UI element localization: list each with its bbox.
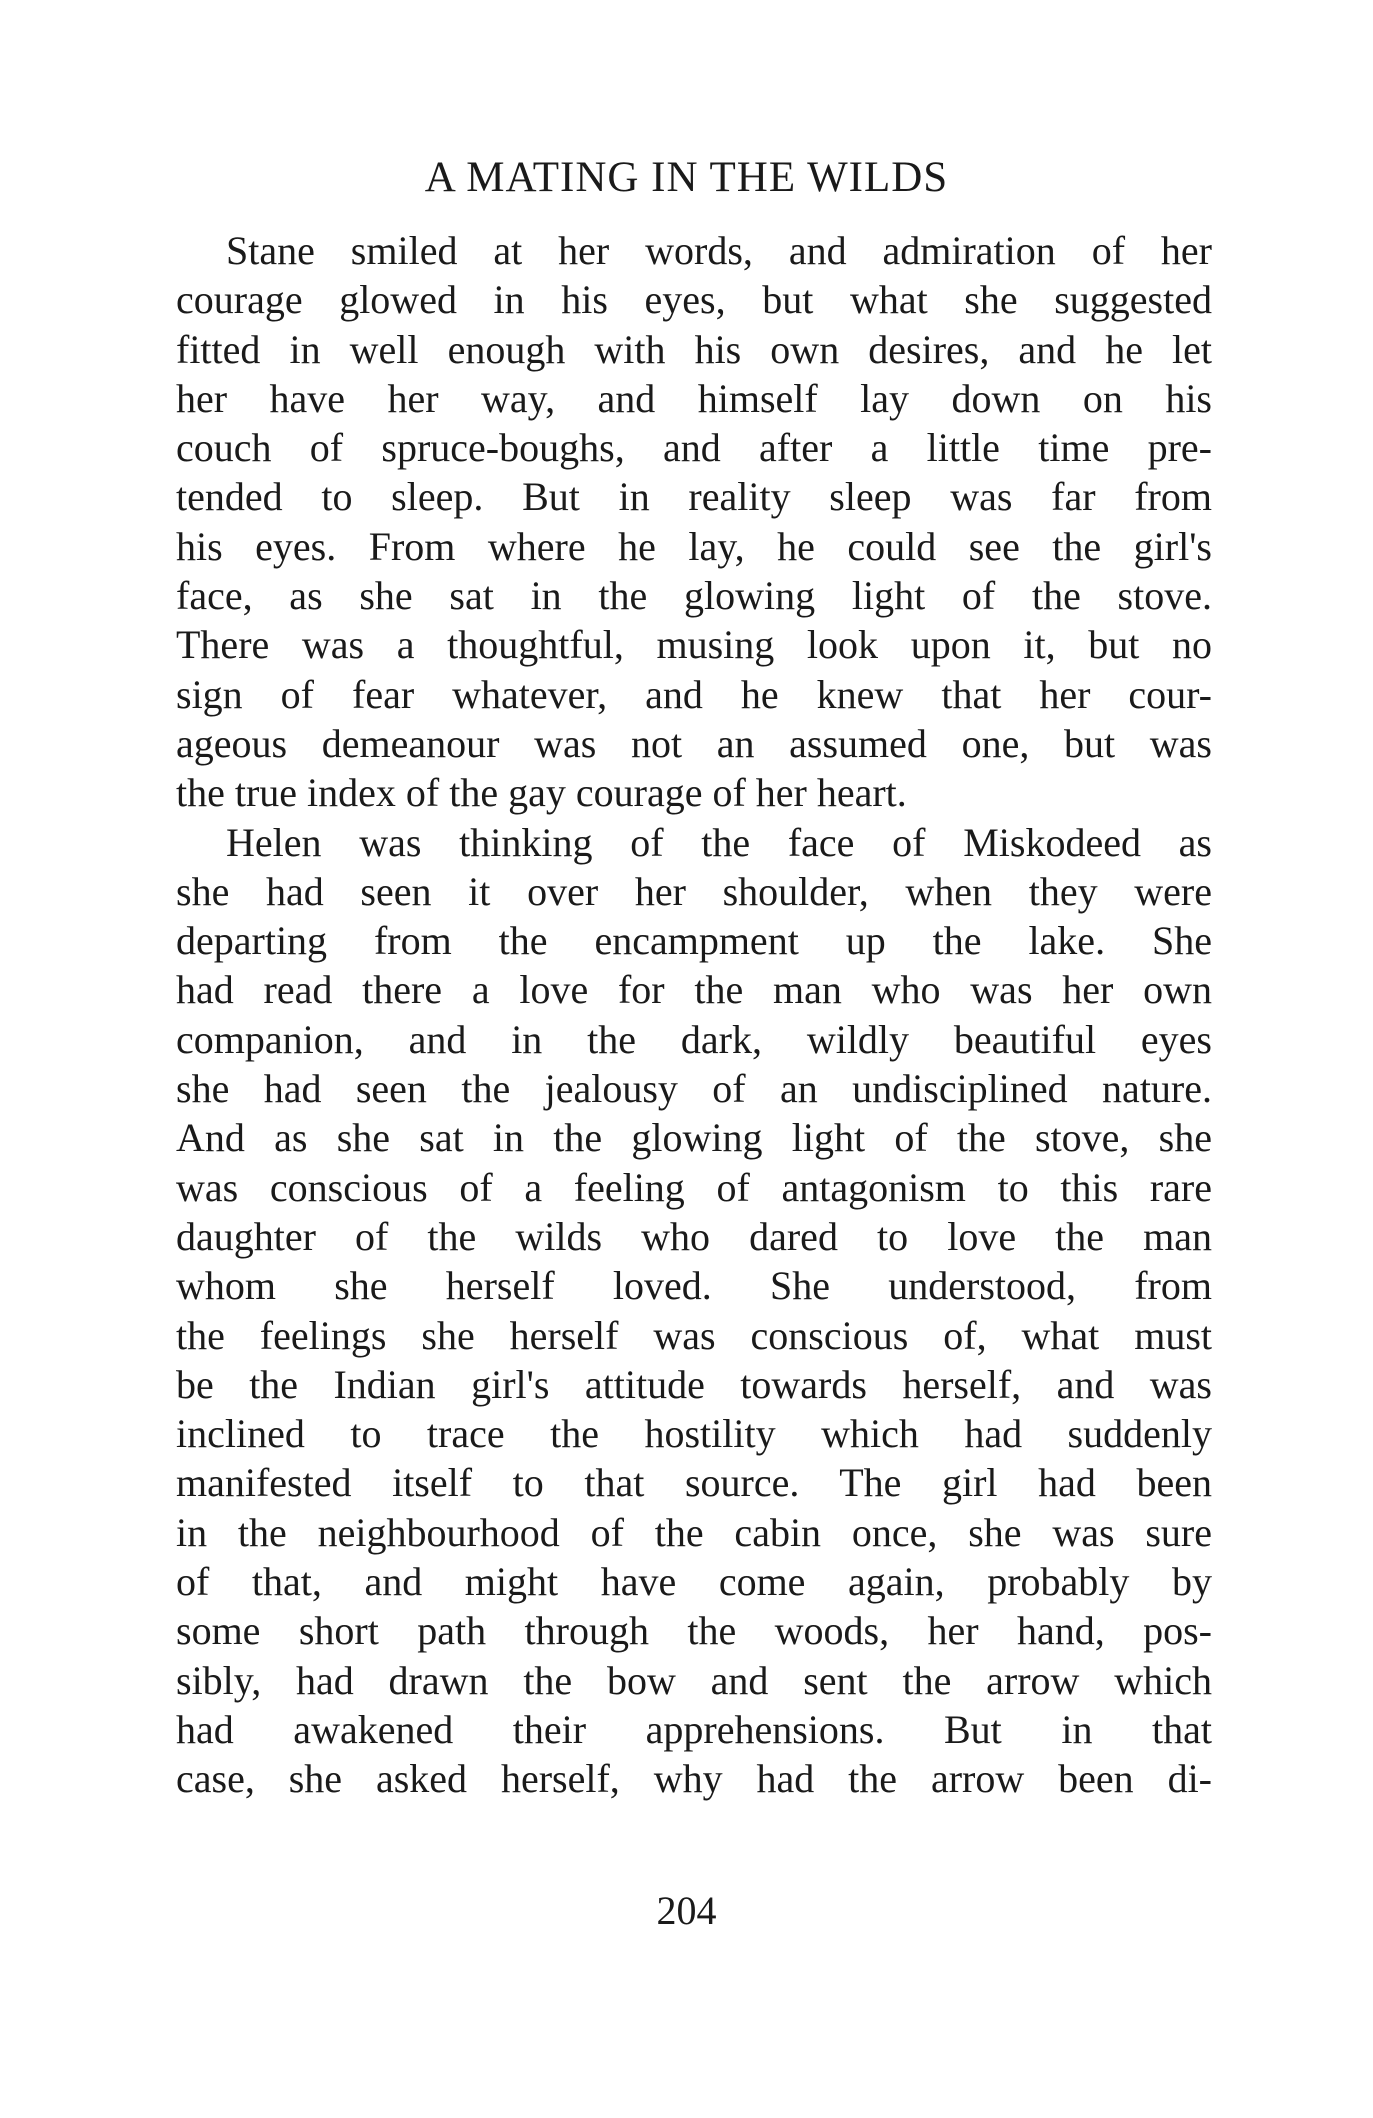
text-line: the feelings she herself was conscious of, what must [176, 1312, 1212, 1358]
text-line: fitted in well enough with his own desires, and he let [176, 326, 1212, 372]
text-line: in the neighbourhood of the cabin once, she was sure [176, 1509, 1212, 1555]
text-line: had awakened their apprehensions. But in that [176, 1706, 1212, 1752]
text-line: Helen was thinking of the face of Miskodeed as [226, 819, 1212, 865]
paragraph-2 [176, 818, 1212, 1804]
text-line: departing from the encampment up the lake. She [176, 918, 1212, 964]
text-line: inclined to trace the hostility which had suddenly [176, 1411, 1212, 1457]
body-text [176, 226, 1212, 1804]
text-line: face, as she sat in the glowing light of the stove. [176, 573, 1212, 619]
text-line: sign of fear whatever, and he knew that her cour- [176, 671, 1212, 717]
text-line: tended to sleep. But in reality sleep was far from [176, 474, 1212, 520]
text-line: Stane smiled at her words, and admiration of her [226, 228, 1212, 273]
running-head: A MATING IN THE WILDS [424, 154, 949, 201]
text-line: had read there a love for the man who was her own [176, 967, 1212, 1013]
text-line: whom she herself loved. She understood, from [176, 1263, 1212, 1309]
text-line: his eyes. From where he lay, he could see the girl's [176, 523, 1212, 569]
text-line: courage glowed in his eyes, but what she suggested [176, 277, 1212, 323]
paragraph-1 [176, 226, 1212, 818]
text-line: There was a thoughtful, musing look upon it, but no [176, 622, 1212, 668]
text-line: And as she sat in the glowing light of the stove, she [176, 1115, 1212, 1161]
text-line: she had seen it over her shoulder, when they were [176, 868, 1212, 914]
text-line: case, she asked herself, why had the arrow been di- [176, 1756, 1212, 1802]
page-number: 204 [656, 1888, 717, 1933]
text-line: manifested itself to that source. The girl had been [176, 1460, 1212, 1506]
text-line: she had seen the jealousy of an undisciplined nature. [176, 1066, 1212, 1112]
text-line: the true index of the gay courage of her heart. [176, 770, 907, 816]
text-line: ageous demeanour was not an assumed one, but was [176, 720, 1212, 766]
text-line: of that, and might have come again, probably by [176, 1559, 1212, 1605]
text-line: daughter of the wilds who dared to love the man [176, 1213, 1212, 1259]
text-line: be the Indian girl's attitude towards herself, and was [176, 1361, 1212, 1407]
text-line: companion, and in the dark, wildly beautiful eyes [176, 1016, 1212, 1062]
text-line: couch of spruce-boughs, and after a little time pre- [176, 425, 1212, 471]
text-line: was conscious of a feeling of antagonism to this rare [176, 1164, 1212, 1210]
text-line: some short path through the woods, her hand, pos- [176, 1608, 1212, 1654]
text-line: sibly, had drawn the bow and sent the arrow which [176, 1657, 1212, 1703]
text-line: her have her way, and himself lay down on his [176, 375, 1212, 421]
